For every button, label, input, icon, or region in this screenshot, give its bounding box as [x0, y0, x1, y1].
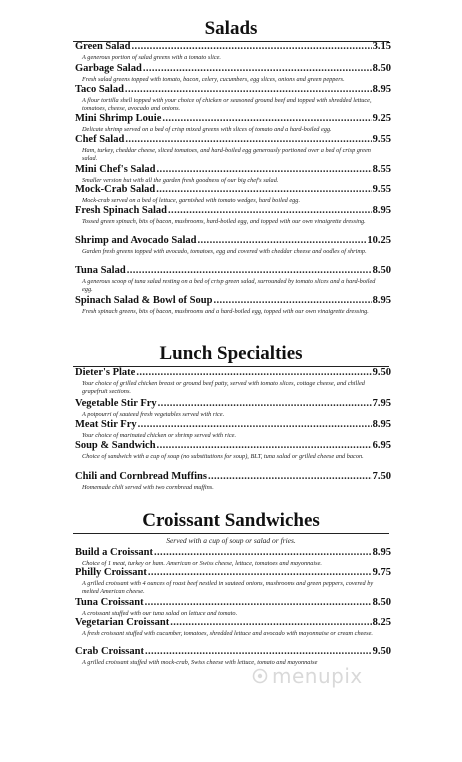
item-name: Build a Croissant	[75, 547, 153, 558]
item-name: Taco Salad	[75, 84, 124, 95]
lunch-specialties-title: Lunch Specialties	[159, 343, 303, 364]
item-price: 9.55	[372, 184, 391, 195]
dot-leader	[148, 567, 372, 579]
item-price: 8.50	[372, 63, 391, 74]
item-price: 9.50	[372, 646, 391, 657]
item-price: 8.95	[372, 295, 391, 306]
item-name: Garbage Salad	[75, 63, 142, 74]
croissant-subtitle: Served with a cup of soup or salad or fries.	[166, 536, 296, 545]
dot-leader	[127, 265, 372, 277]
item-description: Choice of 1 meat, turkey or ham. American or Swiss cheese, lettuce, tomatoes and mayonnaise.	[82, 560, 322, 567]
item-price: 8.95	[372, 419, 391, 430]
item-description: A fresh croissant stuffed with cucumber, tomatoes, shredded lettuce and avocado with mayonnaise or cream cheese.	[82, 630, 374, 637]
dot-leader	[213, 295, 371, 307]
item-description: Fresh salad greens topped with tomato, bacon, celery, cucumbers, egg slices, onions and green peppers.	[82, 76, 345, 83]
menu-item	[75, 113, 391, 134]
item-price: 8.25	[372, 617, 391, 628]
menu-item	[75, 235, 391, 256]
salads-title: Salads	[204, 18, 258, 39]
menu-item	[75, 597, 391, 618]
dot-leader	[208, 471, 372, 483]
croissant-sandwiches-title: Croissant Sandwiches	[142, 510, 320, 531]
item-name: Meat Stir Fry	[75, 419, 137, 430]
dot-leader	[132, 41, 372, 53]
item-price: 10.25	[367, 235, 391, 246]
item-name: Dieter's Plate	[75, 367, 136, 378]
item-price: 6.95	[372, 440, 391, 451]
item-name: Crab Croissant	[75, 646, 144, 657]
item-description: Ham, turkey, cheddar cheese, sliced tomatoes, and hard-boiled egg generously portioned over a bed of crisp green salad.	[82, 147, 371, 162]
item-description: Your choice of marinated chicken or shrimp served with rice.	[82, 432, 237, 439]
item-name: Spinach Salad & Bowl of Soup	[75, 295, 213, 306]
menu-item	[75, 205, 391, 226]
menu-item	[75, 295, 391, 316]
menu-item	[75, 440, 391, 461]
item-price: 9.25	[372, 113, 391, 124]
dot-leader	[145, 646, 372, 658]
item-description: Smaller version but with all the garden fresh goodness of our big chef's salad.	[82, 177, 279, 184]
dot-leader	[125, 134, 371, 146]
dot-leader	[197, 235, 366, 247]
item-description: A generous scoop of tuna salad resting on a bed of crisp green salad, surrounded by tomato slices and a hard-boiled egg.	[82, 278, 376, 293]
menu-item	[75, 184, 391, 205]
menupix-logo-icon	[252, 668, 268, 684]
menupix-watermark	[252, 664, 363, 688]
menu-item	[75, 63, 391, 84]
item-price: 7.95	[372, 398, 391, 409]
menu-item	[75, 134, 391, 162]
item-name: Mini Chef's Salad	[75, 164, 156, 175]
menu-item	[75, 547, 391, 568]
menu-item	[75, 84, 391, 112]
item-name: Fresh Spinach Salad	[75, 205, 168, 216]
item-price: 9.55	[372, 134, 391, 145]
dot-leader	[154, 547, 372, 559]
item-price: 3.15	[372, 41, 391, 52]
menu-item	[75, 164, 391, 185]
menu-item	[75, 398, 391, 419]
dot-leader	[168, 205, 372, 217]
menu-item	[75, 419, 391, 440]
item-name: Green Salad	[75, 41, 131, 52]
item-price: 9.50	[372, 367, 391, 378]
dot-leader	[162, 113, 371, 125]
item-price: 8.50	[372, 265, 391, 276]
item-name: Tuna Croissant	[75, 597, 144, 608]
item-name: Chef Salad	[75, 134, 125, 145]
item-price: 8.95	[372, 205, 391, 216]
item-name: Mock-Crab Salad	[75, 184, 156, 195]
dot-leader	[157, 440, 372, 452]
dot-leader	[125, 84, 372, 96]
item-description: A grilled croissant with 4 ounces of roast beef nestled in sauteed onions, mushrooms and green peppers, covered by melted American cheese.	[82, 580, 374, 595]
item-description: A generous portion of salad greens with a tomato slice.	[82, 54, 221, 61]
item-name: Philly Croissant	[75, 567, 147, 578]
dot-leader	[158, 398, 372, 410]
menu-item	[75, 367, 391, 395]
item-name: Mini Shrimp Louie	[75, 113, 162, 124]
item-description: Homemade chili served with two cornbread muffins.	[82, 484, 214, 491]
item-description: Mock-crab served on a bed of lettuce, garnished with tomato wedges, hard boiled egg.	[82, 197, 301, 204]
dot-leader	[145, 597, 372, 609]
item-price: 8.55	[372, 164, 391, 175]
menu-item	[75, 41, 391, 62]
item-description: A flour tortilla shell topped with your choice of chicken or seasoned ground beef and topped with shredded lettuce, tomatoes, cheese, avocado and onions.	[82, 97, 372, 112]
item-description: A potpourri of sauteed fresh vegetables served with rice.	[82, 411, 225, 418]
item-description: Garden fresh greens topped with avocado, tomatoes, egg and covered with cheddar cheese and oodles of shrimp.	[82, 248, 367, 255]
item-name: Vegetarian Croissant	[75, 617, 170, 628]
item-name: Tuna Salad	[75, 265, 126, 276]
item-description: Delicate shrimp served on a bed of crisp mixed greens with slices of tomato and a hard-boiled egg.	[82, 126, 332, 133]
item-description: A croissant stuffed with our tuna salad on lettuce and tomato.	[82, 610, 238, 617]
item-description: Choice of sandwich with a cup of soup (no substitutions for soup), BLT, tuna salad or grilled cheese and bacon.	[82, 453, 364, 460]
dot-leader	[136, 367, 371, 379]
dot-leader	[156, 184, 371, 196]
item-name: Vegetable Stir Fry	[75, 398, 157, 409]
watermark-text: menupix	[272, 664, 363, 688]
item-price: 7.50	[372, 471, 391, 482]
dot-leader	[170, 617, 371, 629]
item-name: Chili and Cornbread Muffins	[75, 471, 207, 482]
dot-leader	[138, 419, 372, 431]
item-description: Your choice of grilled chicken breast or ground beef patty, served with tomato slices, cottage cheese, and chilled grapefruit sections.	[82, 380, 365, 395]
menu-item	[75, 567, 391, 595]
item-price: 8.50	[372, 597, 391, 608]
item-name: Shrimp and Avocado Salad	[75, 235, 197, 246]
menu-item	[75, 617, 391, 638]
item-description: Tossed green spinach, bits of bacon, mushrooms, hard-boiled egg, and topped with our own vinaigrette dressing.	[82, 218, 366, 225]
item-description: Fresh spinach greens, bits of bacon, mushrooms and a hard-boiled egg, topped with our own vinaigrette dressing.	[82, 308, 369, 315]
menu-item	[75, 471, 391, 492]
item-price: 8.95	[372, 547, 391, 558]
dot-leader	[143, 63, 372, 75]
item-price: 9.75	[372, 567, 391, 578]
item-price: 8.95	[372, 84, 391, 95]
dot-leader	[157, 164, 372, 176]
item-description: A grilled croissant stuffed with mock-crab, Swiss cheese with lettuce, tomato and mayonnaise	[82, 659, 318, 666]
menu-item	[75, 265, 391, 293]
item-name: Soup & Sandwich	[75, 440, 156, 451]
croissant-divider	[73, 533, 389, 534]
